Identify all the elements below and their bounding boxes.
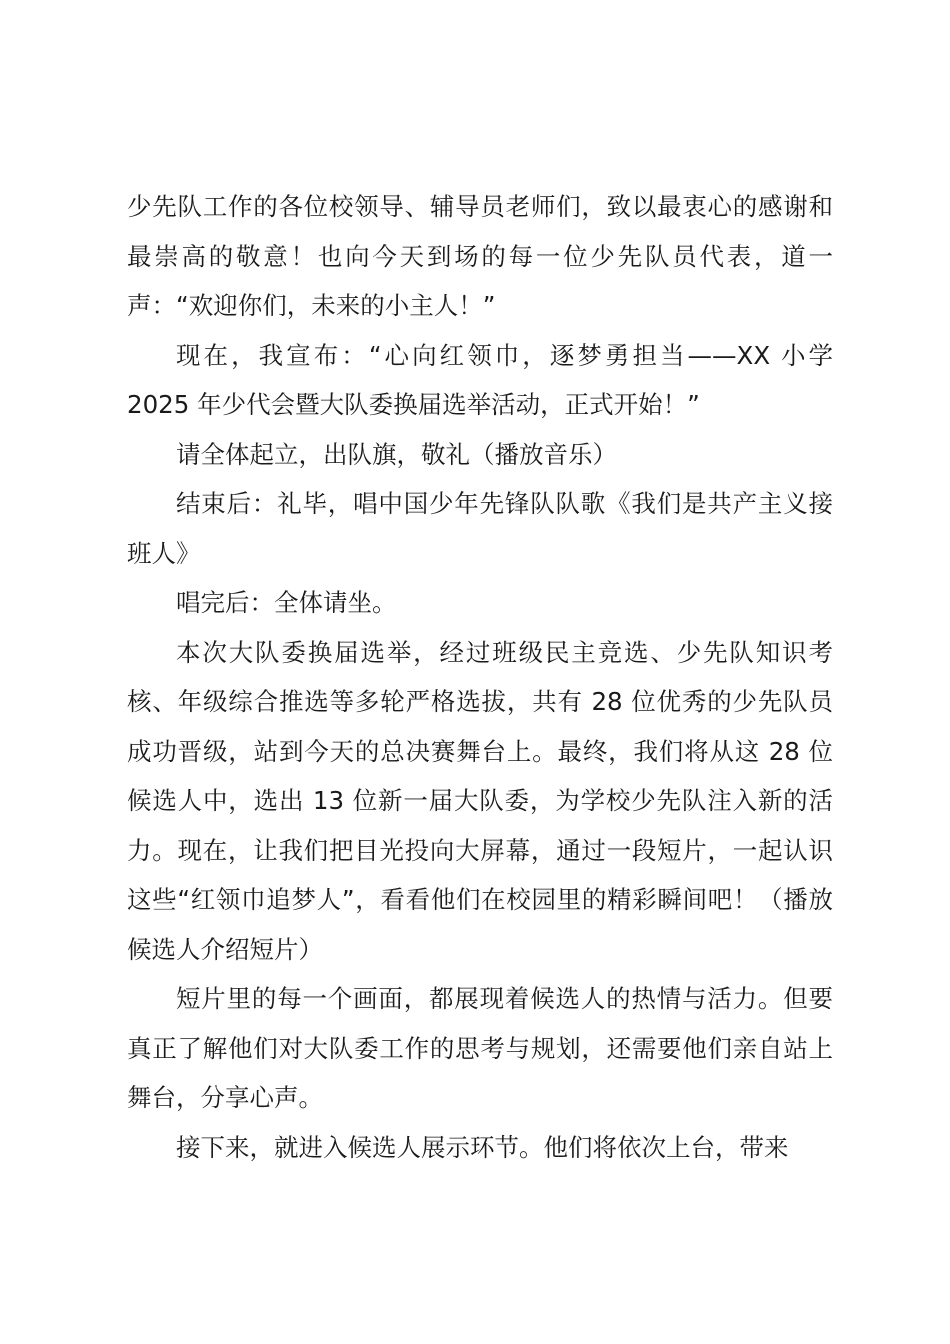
paragraph: 少先队工作的各位校领导、辅导员老师们，致以最衷心的感谢和最崇高的敬意！也向今天到场的每一位少先队员代表，道一声：“欢迎你们，未来的小主人！” — [127, 192, 833, 320]
paragraph: 接下来，就进入候选人展示环节。他们将依次上台，带来 — [176, 1132, 789, 1162]
document-body — [127, 182, 833, 1172]
paragraph: 本次大队委换届选举，经过班级民主竞选、少先队知识考核、年级综合推选等多轮严格选拔，共有 28 位优秀的少先队员成功晋级，站到今天的总决赛舞台上。最终，我们将从这 28 位候选人中，选出 13 位新一届大队委，为学校少先队注入新的活力。现在，让我们把目光投向大屏幕，通过一段短片，一起认识这些“红领巾追梦人”，看看他们在校园里的精彩瞬间吧！（播放候选人介绍短片） — [127, 637, 833, 964]
paragraph: 请全体起立，出队旗，敬礼（播放音乐） — [176, 439, 617, 469]
paragraph: 唱完后：全体请坐。 — [176, 588, 397, 617]
paragraph: 结束后：礼毕，唱中国少年先锋队队歌《我们是共产主义接班人》 — [127, 489, 833, 568]
paragraph: 现在，我宣布：“心向红领巾，逐梦勇担当——XX 小学 2025 年少代会暨大队委换届选举活动，正式开始！” — [127, 340, 833, 419]
paragraph: 短片里的每一个画面，都展现着候选人的热情与活力。但要真正了解他们对大队委工作的思考与规划，还需要他们亲自站上舞台，分享心声。 — [127, 984, 833, 1112]
